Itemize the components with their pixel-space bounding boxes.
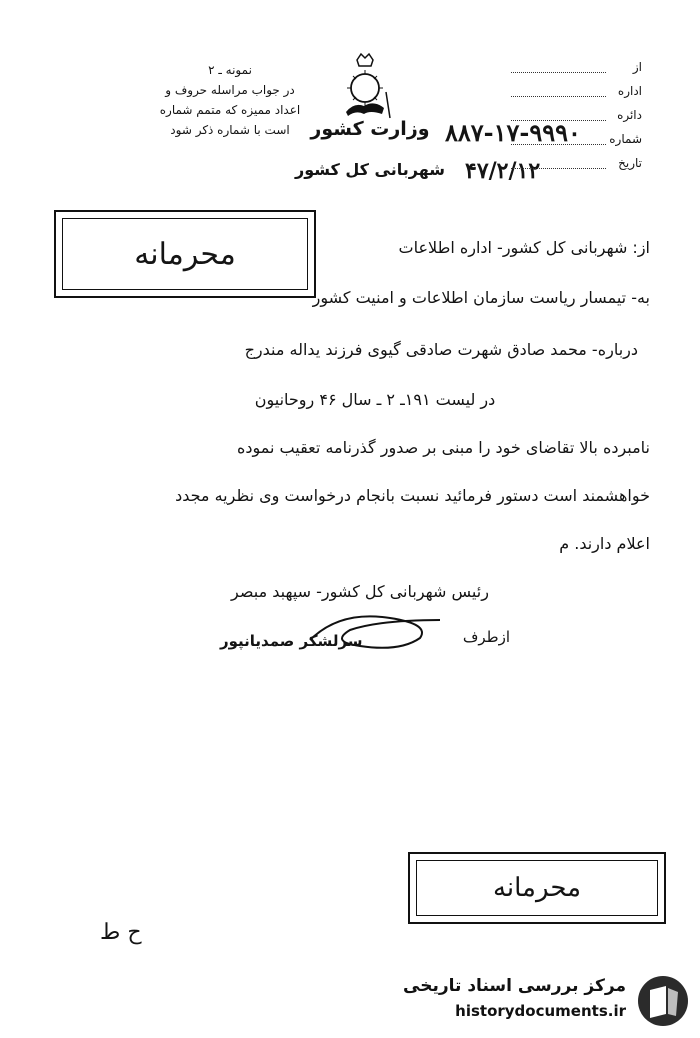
paragraph-line-1: نامبرده بالا تقاضای خود را مبنی بر صدور گذرنامه تعقیب نموده (236, 438, 650, 457)
field-label: تاریخ (618, 156, 642, 170)
subject-line: درباره- محمد صادق شهرت صادقی گیوی فرزند یداله مندرج (244, 340, 638, 359)
paragraph-line-2: خواهشمند است دستور فرمائید نسبت بانجام درخواست وی نظریه مجدد (175, 486, 650, 505)
reply-instructions (150, 60, 310, 140)
ministry-name: وزارت کشور (310, 118, 430, 140)
field-dotted-line (511, 72, 606, 73)
field-dotted-line (511, 168, 606, 169)
field-office (502, 84, 642, 102)
archive-logo-icon (636, 974, 690, 1028)
confidential-stamp-bottom (408, 852, 666, 924)
field-label: اداره (617, 84, 642, 98)
list-reference-line: در لیست ۱۹۱ـ ۲ ـ سال ۴۶ روحانیون (254, 390, 496, 409)
field-number (502, 132, 642, 150)
signer-name: سرلشکر صمدیانپور (220, 632, 363, 650)
field-division (502, 108, 642, 126)
sample-label: نمونه ـ ۲ (208, 63, 252, 77)
handwritten-signature-icon (300, 600, 450, 660)
police-department-name: شهربانی کل کشور (294, 160, 445, 179)
to-line: به- تیمسار ریاست سازمان اطلاعات و امنیت کشور (312, 288, 650, 307)
field-dotted-line (511, 144, 606, 145)
instruction-line: اعداد ممیزه که متمم شماره (159, 103, 301, 117)
archive-watermark (403, 970, 690, 1030)
lion-and-sun-emblem-icon (330, 52, 400, 122)
field-from (502, 60, 642, 78)
archive-org-name: مرکز بررسی اسناد تاریخی (403, 976, 626, 996)
instruction-line: در جواب مراسله حروف و (165, 83, 295, 97)
confidential-stamp-top (54, 210, 316, 298)
field-label: از (632, 60, 642, 74)
stamp-text: محرمانه (62, 218, 308, 290)
margin-handwritten-note: ح ط (100, 920, 142, 945)
archive-website: historydocuments.ir (455, 1002, 626, 1020)
handwritten-letter-number: ۸۸۷-۱۷-۹۹۹۰ (445, 118, 581, 147)
signatory-title: رئیس شهربانی کل کشور- سپهبد مبصر (231, 582, 489, 601)
stamp-text: محرمانه (416, 860, 658, 916)
from-line: از: شهربانی کل کشور- اداره اطلاعات (398, 238, 650, 257)
on-behalf-label: ازطرف (462, 628, 510, 646)
instruction-line: است با شماره ذکر شود (170, 123, 290, 137)
field-dotted-line (511, 96, 606, 97)
paragraph-line-3: اعلام دارند. م (559, 534, 650, 553)
field-label: شماره (609, 132, 642, 146)
field-dotted-line (511, 120, 606, 121)
handwritten-letter-date: ۴۷/۲/۱۲ (465, 158, 541, 184)
field-label: دائره (617, 108, 642, 122)
field-date (502, 156, 642, 174)
